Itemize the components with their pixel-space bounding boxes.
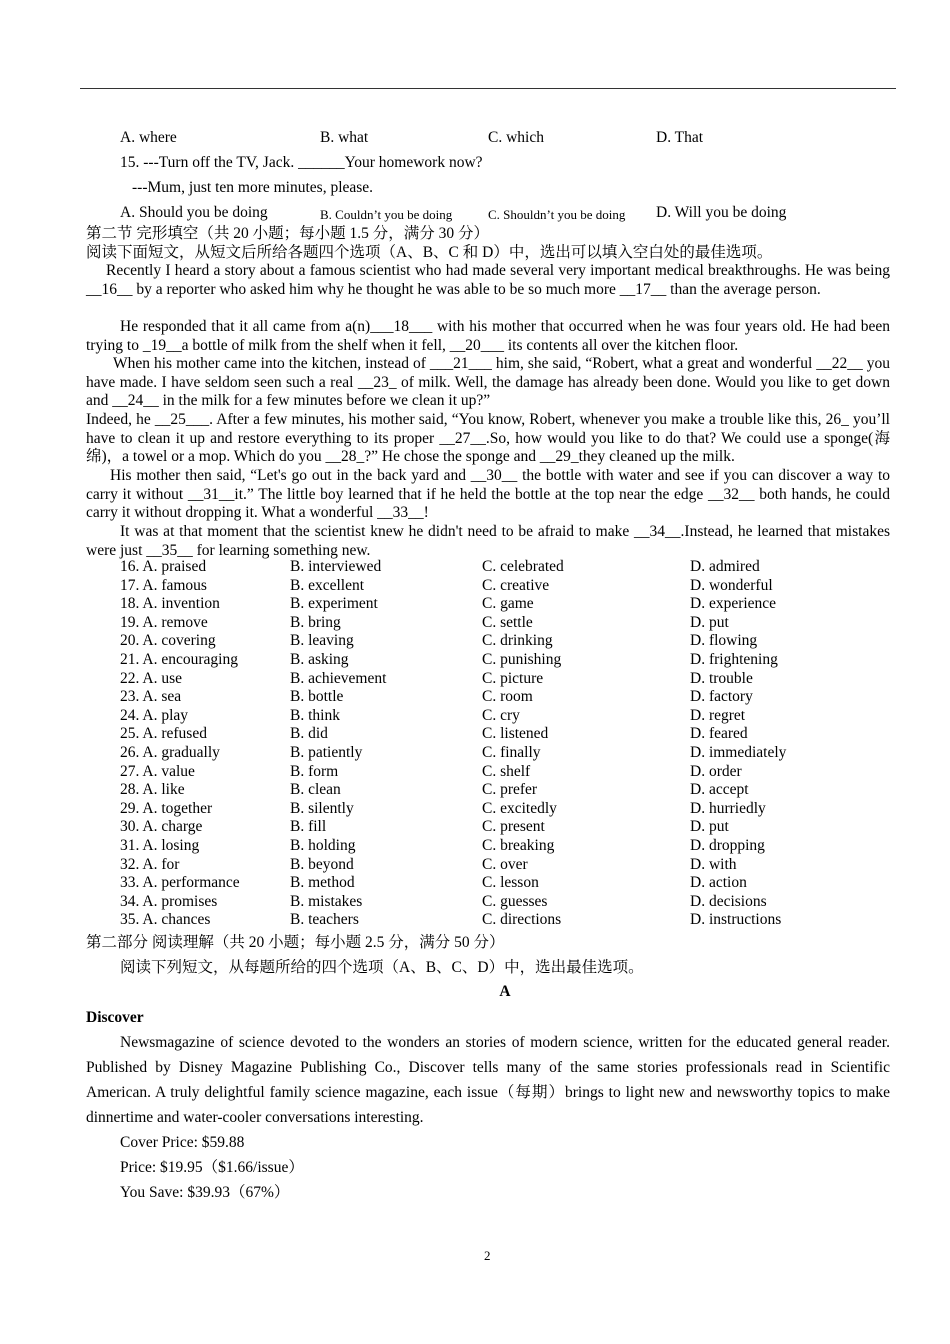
cloze-option: B. form: [290, 762, 339, 780]
cloze-option: D. regret: [690, 706, 746, 724]
cloze-option-row: [120, 893, 786, 912]
passage-body: Newsmagazine of science devoted to the wonders an stories of modern science, written for the educated general reader. Published by Disney Magazine Publishing Co., Discover tells many of the same stories professionals read in Scientific American. A truly delightful family science magazine, each issue（每期）brings to light new and newsworthy topics to make dinnertime and water-cooler conversations interesting.: [86, 1034, 890, 1126]
cloze-option: D. with: [690, 855, 737, 873]
cloze-option: C. lesson: [482, 874, 539, 892]
cloze-option: D. admired: [690, 558, 760, 575]
q14-option-d: D. That: [656, 129, 704, 146]
cloze-option-row: [120, 558, 786, 577]
cloze-option-row: [120, 818, 786, 837]
cloze-paragraph-3: When his mother came into the kitchen, instead of ___21___ him, she said, “Robert, what a great and wonderful __22__ you have made. I have seldom seen such a real __23_ of milk. Well, the damage has already been done. Would you like to get down and __24__ in the milk for a few minutes before we clean it up?”: [86, 355, 890, 410]
passage-label: A: [499, 983, 511, 1000]
cloze-option: C. punishing: [482, 650, 562, 668]
cloze-option: B. asking: [290, 650, 349, 668]
q15-option-b: B. Couldn’t you be doing: [320, 207, 453, 222]
q15-option-c: C. Shouldn’t you be doing: [488, 207, 626, 222]
cloze-paragraph-5: His mother then said, “Let's go out in the back yard and __30__ the bottle with water and see if you can discover a way to carry it without __31__it.” The little boy learned that if he held the bottle at the top near the edge __32__ both hands, he could carry it without dropping it. What a wonderful __33__!: [86, 467, 890, 522]
cloze-option: 23. A. sea: [120, 688, 182, 706]
cloze-paragraph-2: He responded that it all came from a(n)___18___ with his mother that occurred when he was four years old. He had been trying to _19__a bottle of milk from the shelf when it fell, __20___ its contents all over the kitchen floor.: [86, 318, 890, 354]
cloze-option: 29. A. together: [120, 799, 213, 817]
cloze-option-row: [120, 614, 786, 633]
section2-instruction: 阅读下面短文，从短文后所给各题四个选项（A、B、C 和 D）中，选出可以填入空白处的最佳选项。: [86, 244, 773, 261]
cloze-option-row: [120, 632, 786, 651]
cloze-option: C. picture: [482, 669, 544, 687]
cloze-option: D. order: [690, 762, 742, 780]
q15-stem: 15. ---Turn off the TV, Jack. ______Your homework now?: [120, 154, 483, 171]
cloze-option: D. wonderful: [690, 576, 773, 594]
cloze-option: B. think: [290, 706, 340, 724]
cloze-option: B. interviewed: [290, 558, 382, 575]
cloze-option: C. celebrated: [482, 558, 564, 575]
cloze-option: C. settle: [482, 613, 533, 631]
cloze-option: B. bring: [290, 613, 341, 631]
price: Price: $19.95（$1.66/issue）: [120, 1159, 304, 1176]
cloze-option: 35. A. chances: [120, 911, 211, 929]
cloze-option: B. excellent: [290, 576, 365, 594]
cloze-option-row: [120, 763, 786, 782]
page-number: 2: [484, 1248, 491, 1263]
cloze-option: B. patiently: [290, 743, 363, 761]
cloze-option: C. guesses: [482, 892, 548, 910]
cloze-option: C. drinking: [482, 632, 553, 650]
cloze-option-row: [120, 800, 786, 819]
cloze-option: D. trouble: [690, 669, 753, 687]
cloze-option: 17. A. famous: [120, 576, 207, 594]
cloze-option-row: [120, 874, 786, 893]
cloze-option: C. finally: [482, 743, 541, 761]
cloze-option: B. teachers: [290, 911, 359, 929]
cloze-option-row: [120, 911, 786, 930]
q14-option-b: B. what: [320, 129, 369, 146]
cloze-paragraph-1: Recently I heard a story about a famous scientist who had made several very important medical breakthroughs. He was being __16__ by a reporter who asked him why he thought he was able to be so much more __17__ than the average person.: [86, 262, 890, 298]
cloze-option-row: [120, 837, 786, 856]
you-save: You Save: $39.93（67%）: [120, 1184, 290, 1201]
cloze-option: 21. A. encouraging: [120, 650, 238, 668]
cloze-option-row: [120, 707, 786, 726]
cloze-option: C. cry: [482, 706, 520, 724]
cloze-option: C. creative: [482, 576, 550, 594]
cloze-option: D. instructions: [690, 911, 782, 929]
cloze-option: C. over: [482, 855, 528, 873]
header-rule: [80, 88, 896, 89]
cloze-option: B. holding: [290, 836, 356, 854]
cloze-option-row: [120, 595, 786, 614]
cloze-option: B. silently: [290, 799, 354, 817]
cloze-option-row: [120, 670, 786, 689]
cloze-option: B. leaving: [290, 632, 354, 650]
cloze-option: 30. A. charge: [120, 818, 203, 836]
cloze-option-row: [120, 688, 786, 707]
cloze-paragraph-6: It was at that moment that the scientist knew he didn't need to be afraid to make __34__.Instead, he learned that mistakes were just __35__ for learning something new.: [86, 523, 890, 559]
cloze-option: D. frightening: [690, 650, 778, 668]
cloze-option: 16. A. praised: [120, 558, 207, 575]
q15-option-a: A. Should you be doing: [120, 204, 268, 221]
cloze-option: 32. A. for: [120, 855, 180, 873]
cloze-option: D. flowing: [690, 632, 758, 650]
cloze-option: B. fill: [290, 818, 327, 836]
cloze-option: C. prefer: [482, 781, 538, 799]
cloze-option: C. excitedly: [482, 799, 557, 817]
cloze-option: C. game: [482, 595, 534, 613]
cloze-option-row: [120, 651, 786, 670]
cloze-option: 27. A. value: [120, 762, 195, 780]
cloze-option: B. bottle: [290, 688, 344, 706]
cloze-option: C. listened: [482, 725, 549, 743]
cloze-option: 28. A. like: [120, 781, 185, 799]
cloze-option: D. action: [690, 874, 747, 892]
cloze-option: 24. A. play: [120, 706, 189, 724]
cloze-option: 34. A. promises: [120, 892, 218, 910]
q14-option-a: A. where: [120, 129, 177, 146]
cloze-option: B. experiment: [290, 595, 378, 613]
section2-title: 第二节 完形填空（共 20 小题；每小题 1.5 分，满分 30 分）: [86, 225, 490, 242]
cloze-option: 33. A. performance: [120, 874, 240, 892]
cloze-option: C. present: [482, 818, 545, 836]
passage-heading: Discover: [86, 1009, 144, 1026]
cloze-option: 19. A. remove: [120, 613, 208, 631]
cloze-option: 25. A. refused: [120, 725, 207, 743]
cloze-option: B. method: [290, 874, 355, 892]
cloze-option-row: [120, 725, 786, 744]
cloze-option: 22. A. use: [120, 669, 182, 687]
cloze-options-table: [120, 558, 786, 930]
cloze-option: C. shelf: [482, 762, 531, 780]
cloze-paragraph-4: Indeed, he __25___. After a few minutes, his mother said, “You know, Robert, whenever you make a trouble like this, 26_ you’ll have to clean it up and restore everything to its proper __27__.So, how would you like to do that? We could use a sponge(海绵)，a towel or a mop. Which do you __28_?” He chose the sponge and __29_they cleaned up the milk.: [86, 411, 890, 466]
part2-instruction: 阅读下列短文，从每题所给的四个选项（A、B、C、D）中，选出最佳选项。: [120, 959, 644, 976]
cloze-option-row: [120, 744, 786, 763]
q15-option-d: D. Will you be doing: [656, 204, 787, 221]
q14-option-c: C. which: [488, 129, 544, 146]
cloze-option: D. factory: [690, 688, 753, 706]
cloze-option: 18. A. invention: [120, 595, 220, 613]
cloze-option: B. beyond: [290, 855, 354, 873]
cloze-option-row: [120, 781, 786, 800]
cloze-option: D. put: [690, 818, 729, 836]
cloze-option: D. decisions: [690, 892, 767, 910]
cloze-option: D. feared: [690, 725, 748, 743]
cover-price: Cover Price: $59.88: [120, 1134, 245, 1151]
cloze-option: 20. A. covering: [120, 632, 216, 650]
cloze-option: D. immediately: [690, 743, 787, 761]
cloze-option: C. breaking: [482, 836, 555, 854]
part2-title: 第二部分 阅读理解（共 20 小题；每小题 2.5 分，满分 50 分）: [86, 934, 505, 951]
cloze-option: B. did: [290, 725, 328, 743]
cloze-option: B. clean: [290, 781, 341, 799]
q15-reply: ---Mum, just ten more minutes, please.: [132, 179, 374, 196]
cloze-option: D. dropping: [690, 836, 765, 854]
cloze-option: B. mistakes: [290, 892, 363, 910]
cloze-option: 31. A. losing: [120, 836, 200, 854]
cloze-option-row: [120, 577, 786, 596]
cloze-option: D. hurriedly: [690, 799, 766, 817]
cloze-option: D. accept: [690, 781, 749, 799]
cloze-option: B. achievement: [290, 669, 387, 687]
cloze-option: C. directions: [482, 911, 562, 929]
cloze-option: 26. A. gradually: [120, 743, 220, 761]
cloze-option: D. put: [690, 613, 729, 631]
cloze-option-row: [120, 856, 786, 875]
cloze-option: D. experience: [690, 595, 777, 613]
cloze-option: C. room: [482, 688, 533, 706]
